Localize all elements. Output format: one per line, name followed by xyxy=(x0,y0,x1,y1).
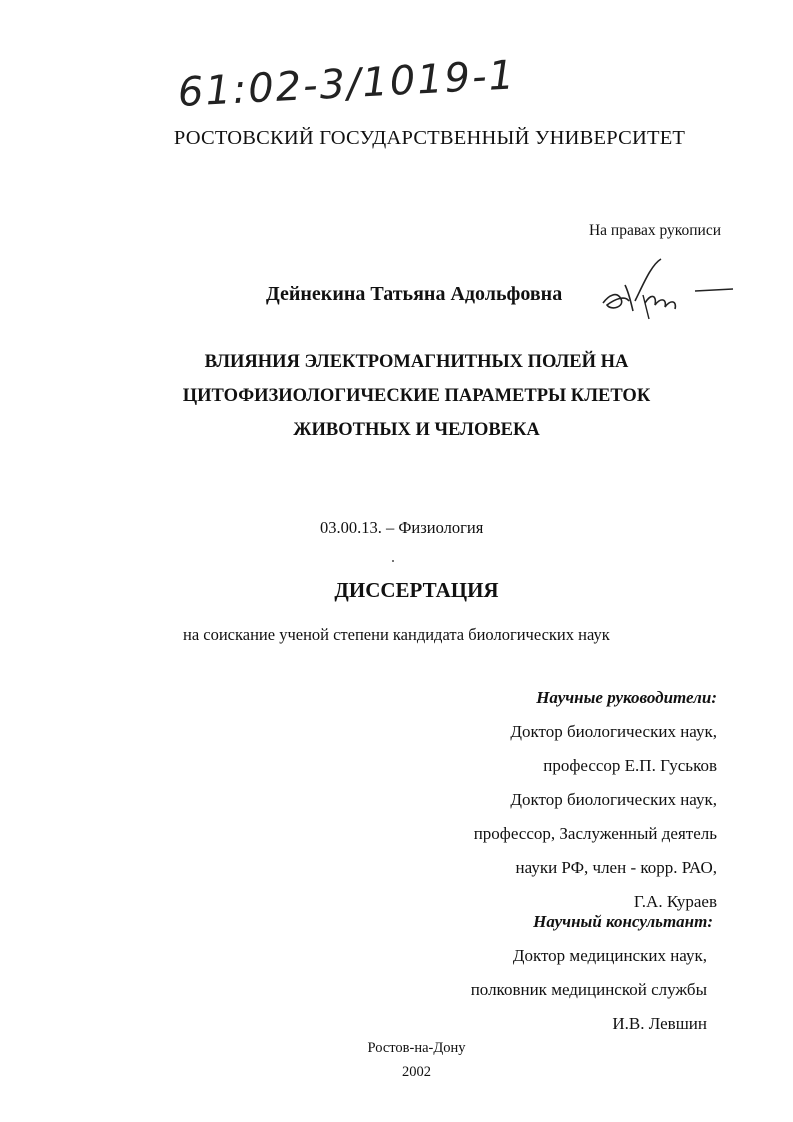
document-type: ДИССЕРТАЦИЯ xyxy=(334,578,499,602)
dissertation-title-line: ЦИТОФИЗИОЛОГИЧЕСКИЕ ПАРАМЕТРЫ КЛЕТОК xyxy=(182,386,651,406)
consultant-heading: Научный консультант: xyxy=(533,912,713,931)
archive-code-handwritten: 61:02-3/1019-1 xyxy=(176,52,518,116)
dissertation-title-line: ВЛИЯНИЯ ЭЛЕКТРОМАГНИТНЫХ ПОЛЕЙ НА xyxy=(204,352,629,372)
consultant-block xyxy=(470,907,713,1043)
advisor-line: Г.А. Кураев xyxy=(633,892,717,911)
rights-note: На правах рукописи xyxy=(588,222,721,239)
consultant-line: И.В. Левшин xyxy=(612,1014,707,1033)
advisor-line: Доктор биологических наук, xyxy=(510,722,717,741)
advisor-line: профессор Е.П. Гуськов xyxy=(543,756,717,775)
dissertation-title-line: ЖИВОТНЫХ И ЧЕЛОВЕКА xyxy=(293,420,540,440)
university-name: РОСТОВСКИЙ ГОСУДАРСТВЕННЫЙ УНИВЕРСИТЕТ xyxy=(173,127,686,149)
consultant-line: полковник медицинской службы xyxy=(470,980,707,999)
consultant-line: Доктор медицинских наук, xyxy=(512,946,707,965)
author-name: Дейнекина Татьяна Адольфовна xyxy=(266,283,563,305)
advisor-line: науки РФ, член - корр. РАО, xyxy=(515,858,717,877)
scan-dot xyxy=(392,560,394,562)
author-signature xyxy=(595,255,735,325)
year: 2002 xyxy=(402,1064,431,1080)
advisors-block xyxy=(474,683,717,921)
advisor-line: профессор, Заслуженный деятель xyxy=(473,824,717,843)
advisor-line: Доктор биологических наук, xyxy=(510,790,717,809)
specialty-code: 03.00.13. – Физиология xyxy=(320,518,484,537)
city: Ростов-на-Дону xyxy=(367,1040,466,1056)
advisors-heading: Научные руководители: xyxy=(536,688,717,707)
degree-purpose: на соискание ученой степени кандидата биологических наук xyxy=(183,625,610,644)
